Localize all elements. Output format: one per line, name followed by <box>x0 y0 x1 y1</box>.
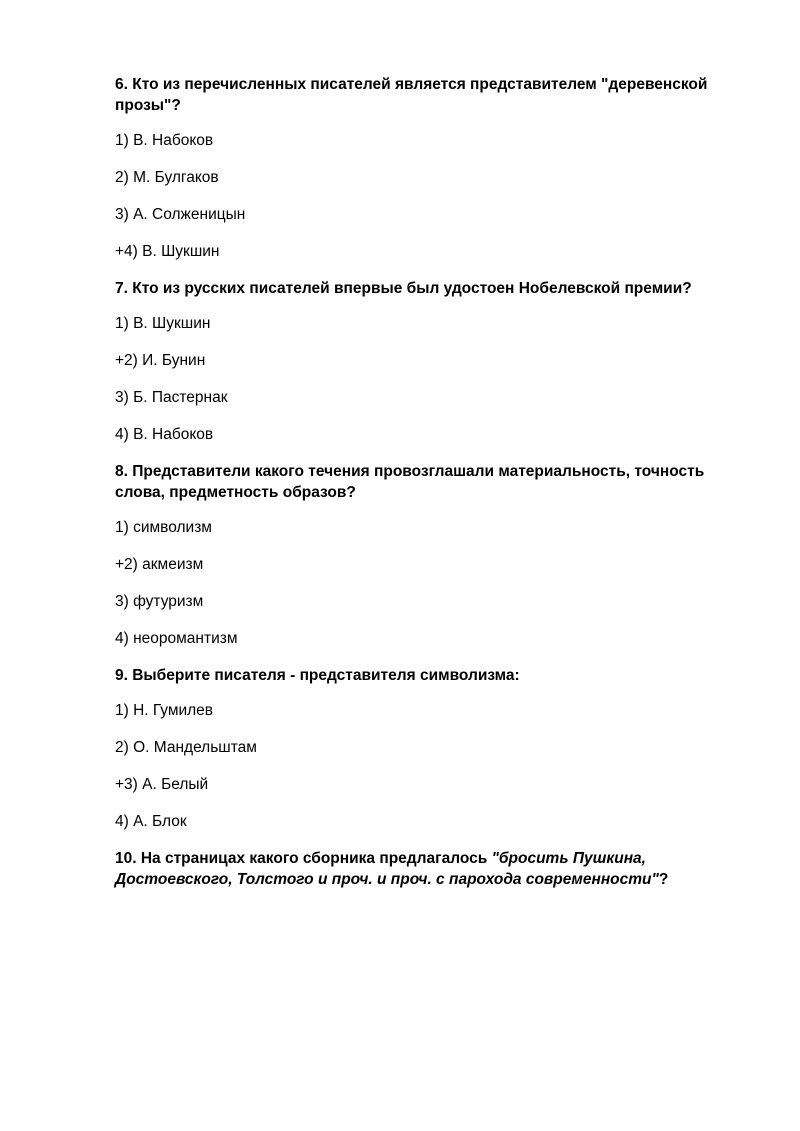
question-8: 8. Представители какого течения провозглашали материальность, точность слова, предметность образов? <box>115 463 705 501</box>
option-7-1: 1) В. Шукшин <box>115 315 211 332</box>
question-9: 9. Выберите писателя - представителя символизма: <box>115 667 520 684</box>
option-6-3: 3) А. Солженицын <box>115 206 246 223</box>
option-9-2: 2) О. Мандельштам <box>115 739 257 756</box>
question-block-7 <box>115 278 745 445</box>
question-10-end: ? <box>658 871 669 888</box>
question-block-9 <box>115 665 745 832</box>
question-10 <box>115 848 745 890</box>
option-6-4: +4) В. Шукшин <box>115 243 220 260</box>
option-9-1: 1) Н. Гумилев <box>115 702 214 719</box>
option-8-2: +2) акмеизм <box>115 556 204 573</box>
option-7-2: +2) И. Бунин <box>115 352 206 369</box>
option-6-2: 2) М. Булгаков <box>115 169 219 186</box>
option-8-1: 1) символизм <box>115 519 212 536</box>
question-10-quote: "бросить Пушкина, Достоевского, Толстого и проч. и проч. с парохода современности" <box>115 850 659 888</box>
question-block-10 <box>115 848 745 890</box>
question-10-text: 10. На страницах какого сборника предлагалось <box>115 850 492 867</box>
option-9-4: 4) А. Блок <box>115 813 187 830</box>
question-6: 6. Кто из перечисленных писателей является представителем "деревенской прозы"? <box>115 76 708 114</box>
option-8-4: 4) неоромантизм <box>115 630 238 647</box>
option-6-1: 1) В. Набоков <box>115 132 214 149</box>
option-7-4: 4) В. Набоков <box>115 426 214 443</box>
option-7-3: 3) Б. Пастернак <box>115 389 228 406</box>
question-block-6 <box>115 74 745 262</box>
option-8-3: 3) футуризм <box>115 593 204 610</box>
option-9-3: +3) А. Белый <box>115 776 209 793</box>
question-7: 7. Кто из русских писателей впервые был удостоен Нобелевской премии? <box>115 280 692 297</box>
quiz-page <box>115 74 745 904</box>
question-block-8 <box>115 461 745 649</box>
